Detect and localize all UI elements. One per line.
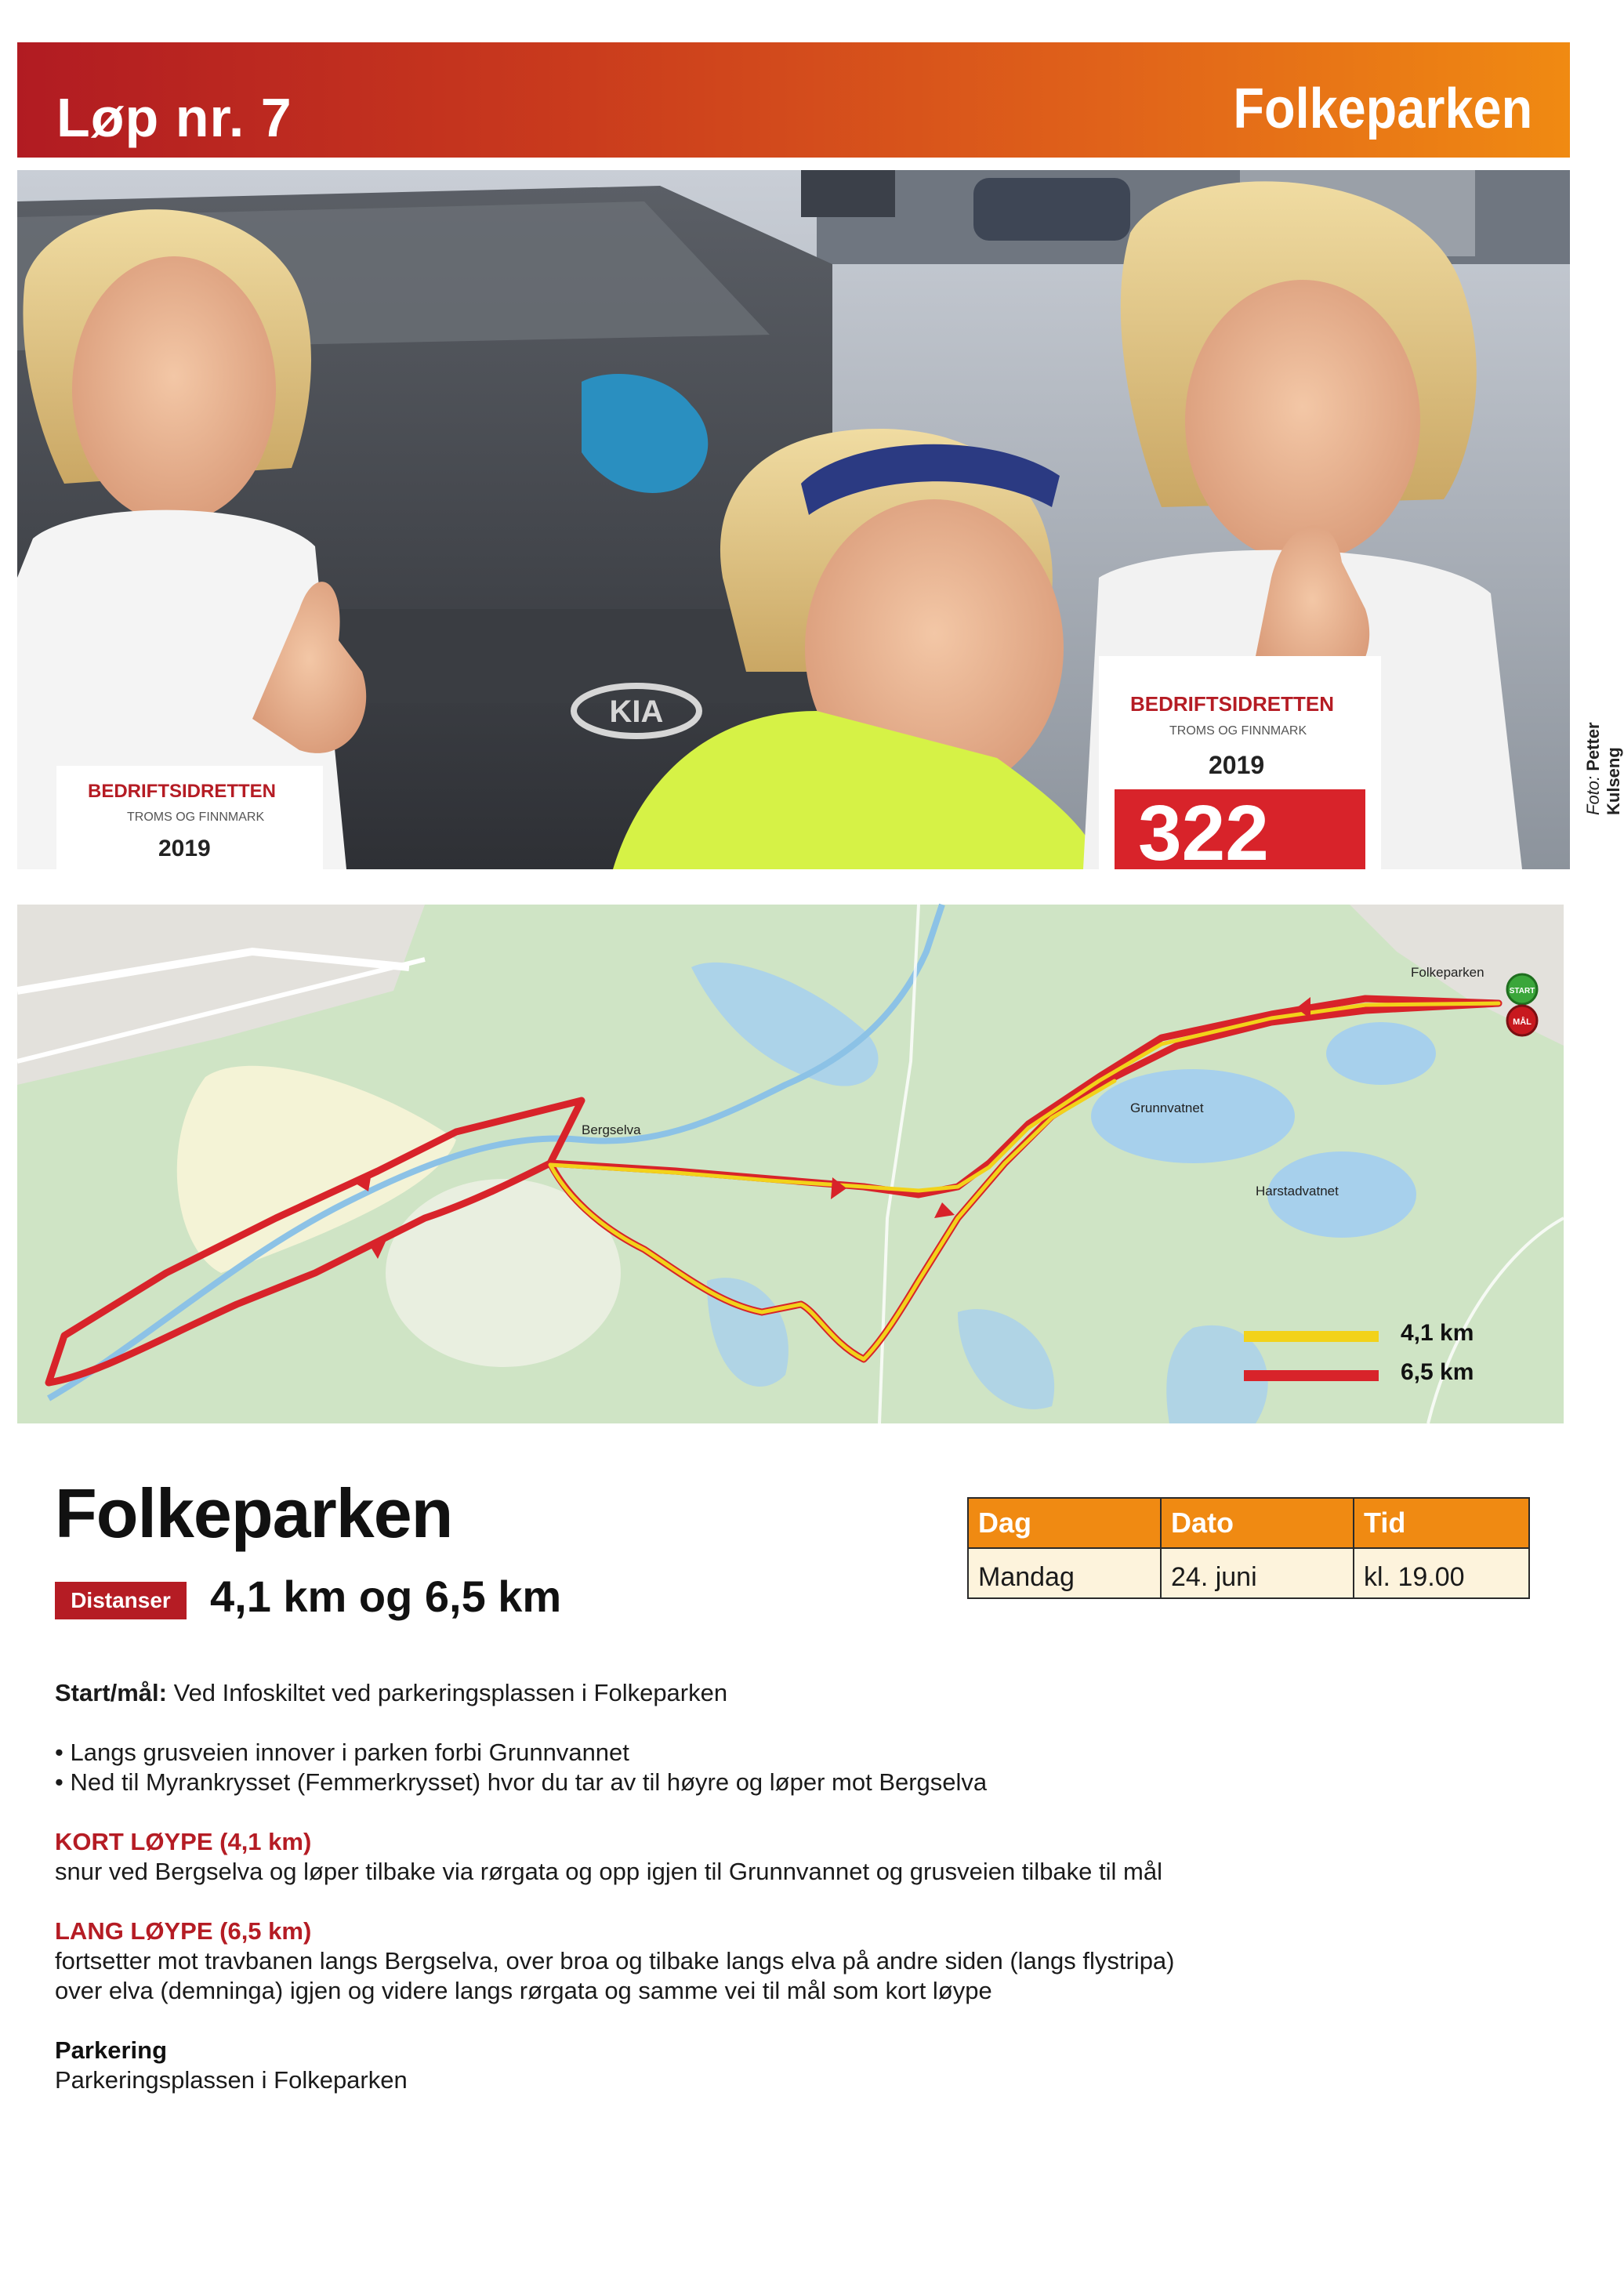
course-map	[17, 905, 1564, 1423]
short-course-text: snur ved Bergselva og løper tilbake via rørgata og opp igjen til Grunnvannet og grusveien tilbake til mål	[55, 1858, 1162, 1885]
legend-label-short: 4,1 km	[1401, 1320, 1474, 1346]
schedule-date: 24. juni	[1161, 1548, 1354, 1598]
start-marker-label: START	[1509, 987, 1535, 995]
course-map-svg	[17, 905, 1564, 1423]
start-finish-text: Ved Infoskiltet ved parkeringsplassen i Folkeparken	[166, 1679, 728, 1706]
schedule-table	[967, 1497, 1530, 1599]
photo-credit	[1583, 658, 1624, 815]
bib-region-right: TROMS OG FINNMARK	[1169, 724, 1307, 738]
header-banner	[17, 42, 1570, 158]
map-label-bergselva: Bergselva	[582, 1122, 641, 1137]
route-bullet: • Ned til Myrankrysset (Femmerkrysset) hvor du tar av til høyre og løper mot Bergselva	[55, 1768, 988, 1796]
long-course-text: fortsetter mot travbanen langs Bergselva, over broa og tilbake langs elva på andre siden (langs flystripa)	[55, 1947, 1175, 1974]
schedule-header-date: Dato	[1161, 1498, 1354, 1548]
parking-heading: Parkering	[55, 2036, 168, 2064]
distances-value: 4,1 km og 6,5 km	[210, 1572, 562, 1621]
race-number: Løp nr. 7	[56, 87, 292, 148]
long-course-text: over elva (demninga) igjen og videre langs rørgata og samme vei til mål som kort løype	[55, 1977, 992, 2004]
photo-illustration	[17, 170, 1570, 877]
route-bullet: • Langs grusveien innover i parken forbi Grunnvannet	[55, 1739, 629, 1766]
car-logo: KIA	[609, 694, 664, 729]
schedule-day: Mandag	[968, 1548, 1161, 1598]
photo-credit-prefix: Foto:	[1583, 775, 1603, 815]
start-finish-label: Start/mål:	[55, 1679, 167, 1706]
long-course-heading: LANG LØYPE (6,5 km)	[55, 1917, 312, 1945]
bib-year-left: 2019	[158, 836, 211, 861]
bib-region-left: TROMS OG FINNMARK	[127, 810, 265, 824]
map-label-harstadvatnet: Harstadvatnet	[1256, 1184, 1339, 1198]
finish-marker-label: MÅL	[1513, 1017, 1532, 1027]
short-course-heading: KORT LØYPE (4,1 km)	[55, 1828, 312, 1855]
schedule-header-time: Tid	[1354, 1498, 1529, 1548]
page-title: Folkeparken	[55, 1474, 453, 1552]
legend-line-long	[1244, 1370, 1379, 1381]
bib-org-right: BEDRIFTSIDRETTEN	[1130, 692, 1334, 716]
start-finish-line	[55, 1679, 727, 1707]
map-label-folkeparken: Folkeparken	[1411, 965, 1484, 980]
header-location: Folkeparken	[1233, 78, 1532, 140]
schedule-header-row	[968, 1498, 1529, 1548]
schedule-time: kl. 19.00	[1354, 1548, 1529, 1598]
bib-org-left: BEDRIFTSIDRETTEN	[88, 781, 276, 802]
photo-credit-name: Petter Kulseng	[1583, 722, 1623, 815]
schedule-header-day: Dag	[968, 1498, 1161, 1548]
bib-year-right: 2019	[1209, 751, 1265, 779]
parking-text: Parkeringsplassen i Folkeparken	[55, 2066, 408, 2094]
legend-line-short	[1244, 1331, 1379, 1342]
map-label-grunnvatnet: Grunnvatnet	[1130, 1101, 1204, 1115]
distances-badge: Distanser	[55, 1582, 187, 1619]
bib-number: 322	[1138, 789, 1269, 877]
schedule-row	[968, 1548, 1529, 1598]
runners-photo	[17, 170, 1570, 877]
legend-label-long: 6,5 km	[1401, 1359, 1474, 1385]
